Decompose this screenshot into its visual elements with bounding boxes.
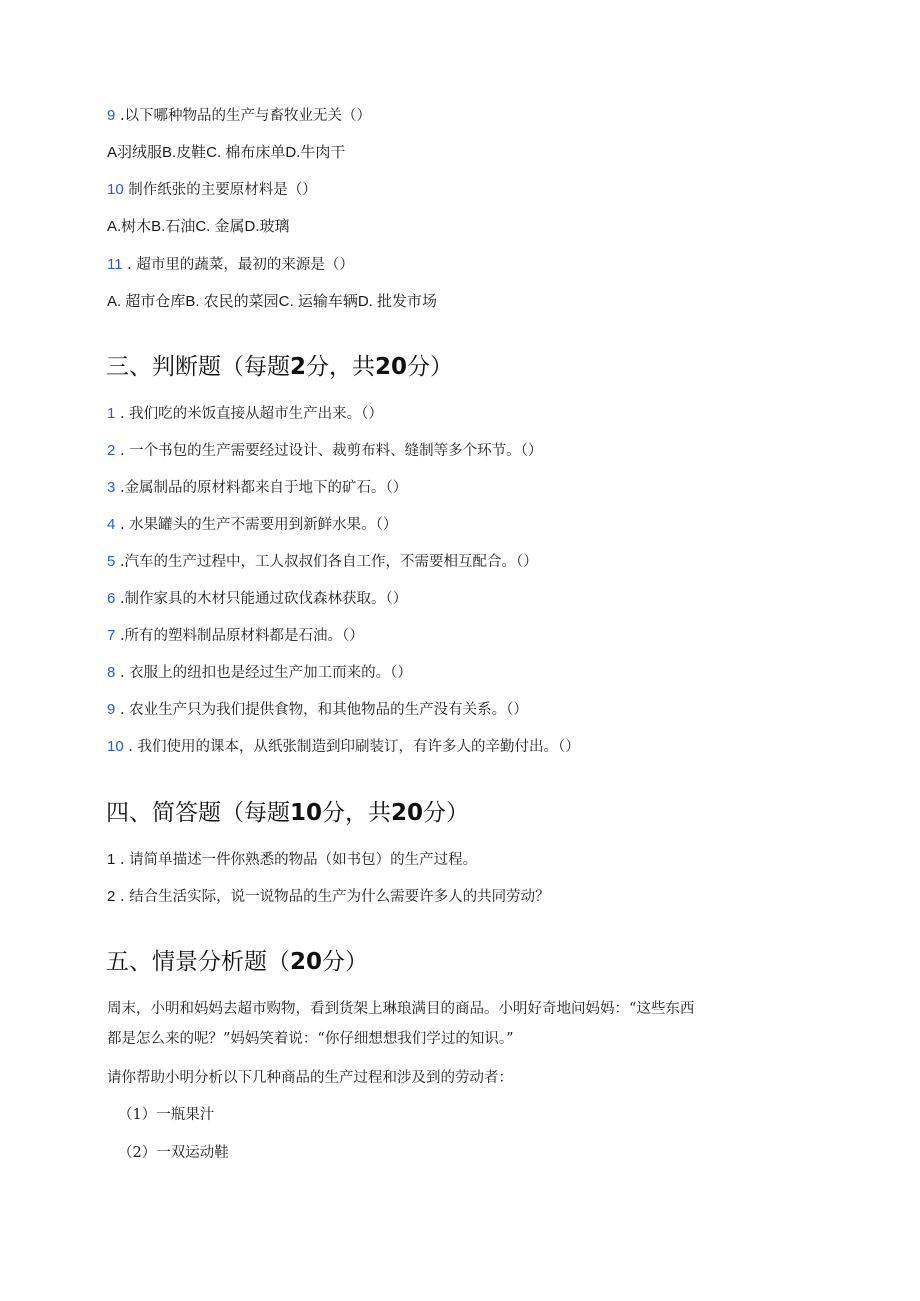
heading-text: 三、判断题（每题 <box>106 354 290 380</box>
item-text: .汽车的生产过程中，工人叔叔们各自工作，不需要相互配合。（） <box>115 554 538 570</box>
item-text: . 农业生产只为我们提供食物，和其他物品的生产没有关系。（） <box>115 702 528 718</box>
item-number: 10 <box>107 738 124 755</box>
item-number: 5 <box>107 553 116 570</box>
item-text: . 结合生活实际，说一说物品的生产为什么需要许多人的共同劳动？ <box>115 889 550 905</box>
judgment-item-5 <box>107 550 538 571</box>
item-text: .所有的塑料制品原材料都是石油。（） <box>115 628 364 644</box>
question-11 <box>107 253 354 274</box>
item-number: 4 <box>107 516 116 533</box>
judgment-item-4 <box>107 513 397 534</box>
heading-text: 分，共 <box>306 354 376 380</box>
question-number: 11 <box>107 256 123 273</box>
heading-number: 20 <box>391 800 424 826</box>
sub-question-2: （2）一双运动鞋 <box>118 1145 229 1161</box>
question-10 <box>107 178 317 199</box>
item-text: . 我们吃的米饭直接从超市生产出来。（） <box>115 406 383 422</box>
judgment-item-6 <box>107 587 407 608</box>
scenario-paragraph-line-1: 周末，小明和妈妈去超市购物，看到货架上琳琅满目的商品。小明好奇地问妈妈：“这些东西 <box>107 1001 695 1017</box>
scenario-paragraph-line-2: 都是怎么来的呢？”妈妈笑着说：“你仔细想想我们学过的知识。” <box>107 1031 514 1047</box>
question-text: .以下哪种物品的生产与畜牧业无关（） <box>115 108 372 124</box>
section-5-heading <box>106 943 368 976</box>
item-text: . 衣服上的纽扣也是经过生产加工而来的。（） <box>115 665 412 681</box>
judgment-item-10 <box>107 735 580 756</box>
heading-text: 分） <box>322 949 369 975</box>
heading-text: 五、情景分析题（ <box>106 949 290 975</box>
heading-text: 四、简答题（每题 <box>106 800 290 826</box>
heading-text: 分） <box>423 800 470 826</box>
heading-number: 20 <box>375 354 408 380</box>
item-number: 3 <box>107 479 116 496</box>
short-answer-item-1 <box>107 848 477 869</box>
item-number: 2 <box>107 442 116 459</box>
heading-text: 分） <box>407 354 454 380</box>
heading-number: 2 <box>290 354 307 380</box>
judgment-item-7 <box>107 624 364 645</box>
item-number: 1 <box>107 405 116 422</box>
judgment-item-9 <box>107 698 528 719</box>
question-text: 制作纸张的主要原材料是（） <box>123 182 317 198</box>
item-number: 9 <box>107 701 116 718</box>
item-number: 1 <box>107 851 116 868</box>
question-11-options: A. 超市仓库B. 农民的菜园C. 运输车辆D. 批发市场 <box>107 293 438 310</box>
item-number: 2 <box>107 888 116 905</box>
section-4-heading <box>106 794 469 827</box>
item-text: . 请简单描述一件你熟悉的物品（如书包）的生产过程。 <box>115 852 478 868</box>
heading-text: 分，共 <box>322 800 392 826</box>
question-10-options: A.树木B.石油C. 金属D.玻璃 <box>107 218 290 235</box>
heading-number: 10 <box>290 800 323 826</box>
judgment-item-8 <box>107 661 412 682</box>
item-number: 7 <box>107 627 116 644</box>
item-number: 6 <box>107 590 116 607</box>
heading-number: 20 <box>290 949 323 975</box>
question-text: . 超市里的蔬菜，最初的来源是（） <box>122 257 354 273</box>
item-text: . 我们使用的课本，从纸张制造到印刷装订，有许多人的辛勤付出。（） <box>123 739 580 755</box>
short-answer-item-2 <box>107 885 550 906</box>
item-text: . 一个书包的生产需要经过设计、裁剪布料、缝制等多个环节。（） <box>115 443 543 459</box>
sub-question-1: （1）一瓶果汁 <box>118 1107 215 1123</box>
judgment-item-3 <box>107 476 407 497</box>
question-number: 10 <box>107 181 124 198</box>
item-text: .制作家具的木材只能通过砍伐森林获取。（） <box>115 591 408 607</box>
item-number: 8 <box>107 664 116 681</box>
question-9 <box>107 104 371 125</box>
question-number: 9 <box>107 107 116 124</box>
question-9-options: A羽绒服B.皮鞋C. 棉布床单D.牛肉干 <box>107 144 346 161</box>
section-3-heading <box>106 348 453 381</box>
judgment-item-1 <box>107 402 383 423</box>
judgment-item-2 <box>107 439 542 460</box>
scenario-instruction: 请你帮助小明分析以下几种商品的生产过程和涉及到的劳动者： <box>107 1070 513 1086</box>
item-text: . 水果罐头的生产不需要用到新鲜水果。（） <box>115 517 398 533</box>
item-text: .金属制品的原材料都来自于地下的矿石。（） <box>115 480 408 496</box>
